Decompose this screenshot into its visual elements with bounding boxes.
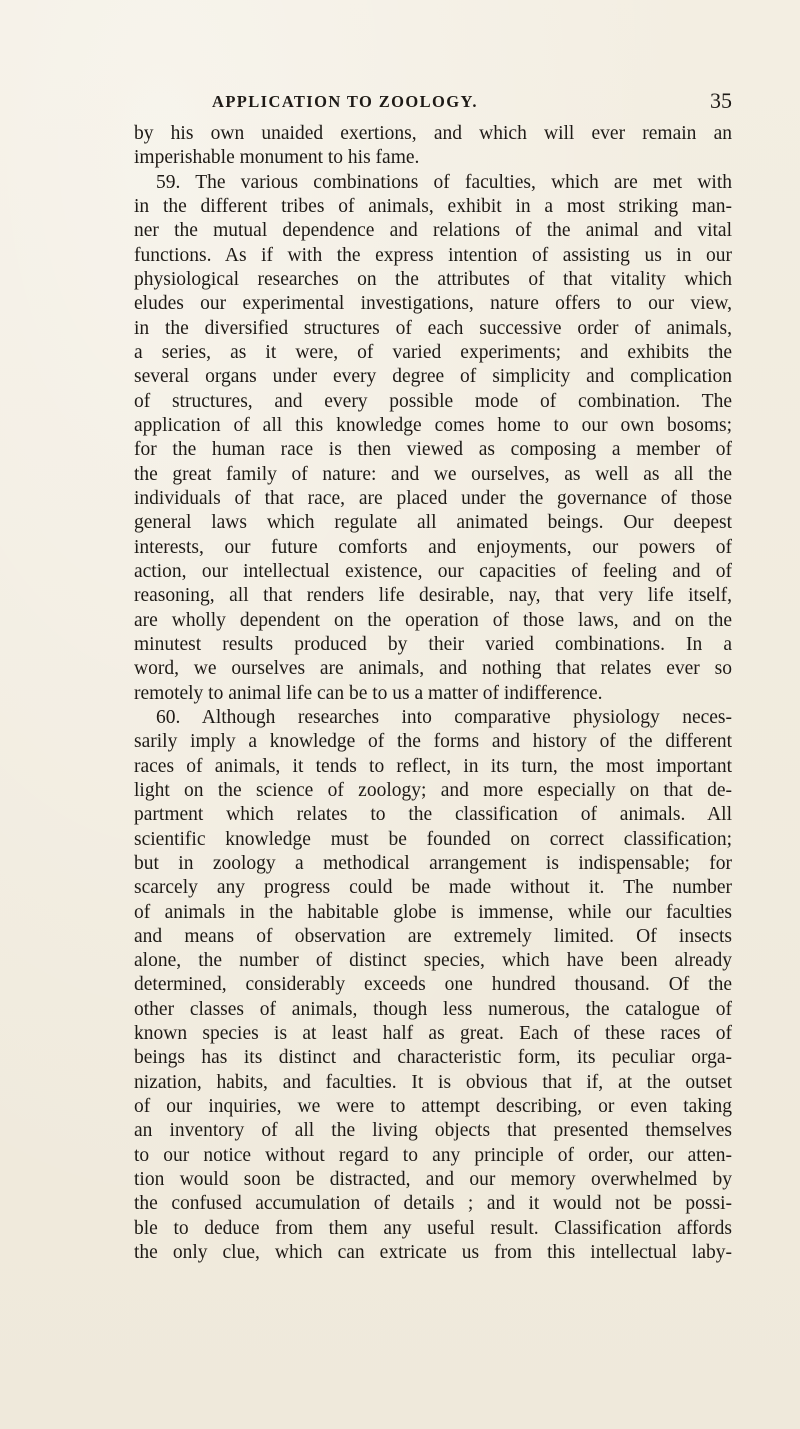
text-line: are wholly dependent on the operation of those laws, and on the xyxy=(134,609,732,631)
text-line: other classes of animals, though less numerous, the catalogue of xyxy=(134,998,732,1020)
paragraph-59-start: 59. The various combinations of faculties, which are met with xyxy=(156,171,732,193)
text-line: reasoning, all that renders life desirable, nay, that very life itself, xyxy=(134,585,732,607)
text-line: the only clue, which can extricate us from this intellectual laby- xyxy=(134,1242,732,1264)
text-line: of our inquiries, we were to attempt describing, or even taking xyxy=(134,1096,732,1118)
text-line: known species is at least half as great. Each of these races of xyxy=(134,1023,732,1045)
text-line: partment which relates to the classification of animals. All xyxy=(134,804,732,826)
text-line: ble to deduce from them any useful result. Classification affords xyxy=(134,1217,732,1239)
text-line: of structures, and every possible mode of combination. The xyxy=(134,390,732,412)
text-line: imperishable monument to his fame. xyxy=(134,147,420,169)
running-head: APPLICATION TO ZOOLOGY. xyxy=(212,92,478,111)
text-line: minutest results produced by their varied combinations. In a xyxy=(134,633,732,655)
text-line: general laws which regulate all animated beings. Our deepest xyxy=(134,512,732,534)
text-line: of animals in the habitable globe is immense, while our faculties xyxy=(134,901,732,923)
text-line: functions. As if with the express intention of assisting us in our xyxy=(134,244,732,266)
text-line: to our notice without regard to any principle of order, our atten- xyxy=(134,1144,732,1166)
text-line: the great family of nature: and we ourselves, as well as all the xyxy=(134,463,732,485)
text-line: in the diversified structures of each successive order of animals, xyxy=(134,317,732,339)
text-line: and means of observation are extremely limited. Of insects xyxy=(134,925,732,947)
text-line: ner the mutual dependence and relations of the animal and vital xyxy=(134,220,732,242)
text-line: by his own unaided exertions, and which will ever remain an xyxy=(134,123,732,144)
text-line: scientific knowledge must be founded on correct classification; xyxy=(134,828,732,850)
text-line: but in zoology a methodical arrangement is indispensable; for xyxy=(134,852,732,874)
text-line: eludes our experimental investigations, nature offers to our view, xyxy=(134,293,732,315)
text-line: races of animals, it tends to reflect, in its turn, the most important xyxy=(134,755,732,777)
paragraph-60-start: 60. Although researches into comparative physiology neces- xyxy=(156,706,732,728)
text-line: beings has its distinct and characteristic form, its peculiar orga- xyxy=(134,1047,732,1069)
text-line: for the human race is then viewed as composing a member of xyxy=(134,439,732,461)
text-line: sarily imply a knowledge of the forms and history of the different xyxy=(134,731,732,753)
body-text xyxy=(134,122,732,1265)
text-line: determined, considerably exceeds one hundred thousand. Of the xyxy=(134,974,732,996)
text-line: the confused accumulation of details ; and it would not be possi- xyxy=(134,1193,732,1215)
text-line: scarcely any progress could be made without it. The number xyxy=(134,877,732,899)
text-line: remotely to animal life can be to us a matter of indifference. xyxy=(134,682,603,704)
text-line: individuals of that race, are placed under the governance of those xyxy=(134,487,732,509)
text-line: word, we ourselves are animals, and nothing that relates ever so xyxy=(134,658,732,680)
text-line: physiological researches on the attributes of that vitality which xyxy=(134,268,732,290)
text-line: interests, our future comforts and enjoyments, our powers of xyxy=(134,536,732,558)
page-header xyxy=(132,88,732,118)
text-line: a series, as it were, of varied experiments; and exhibits the xyxy=(134,341,732,363)
text-line: tion would soon be distracted, and our memory overwhelmed by xyxy=(134,1169,732,1191)
text-line: in the different tribes of animals, exhibit in a most striking man- xyxy=(134,195,732,217)
text-line: an inventory of all the living objects that presented themselves xyxy=(134,1120,732,1142)
text-line: nization, habits, and faculties. It is obvious that if, at the outset xyxy=(134,1071,732,1093)
text-line: action, our intellectual existence, our capacities of feeling and of xyxy=(134,560,732,582)
page-number: 35 xyxy=(710,88,732,113)
text-line: light on the science of zoology; and more especially on that de- xyxy=(134,779,732,801)
text-line: several organs under every degree of simplicity and complication xyxy=(134,366,732,388)
text-line: alone, the number of distinct species, which have been already xyxy=(134,950,732,972)
text-line: application of all this knowledge comes home to our own bosoms; xyxy=(134,414,732,436)
